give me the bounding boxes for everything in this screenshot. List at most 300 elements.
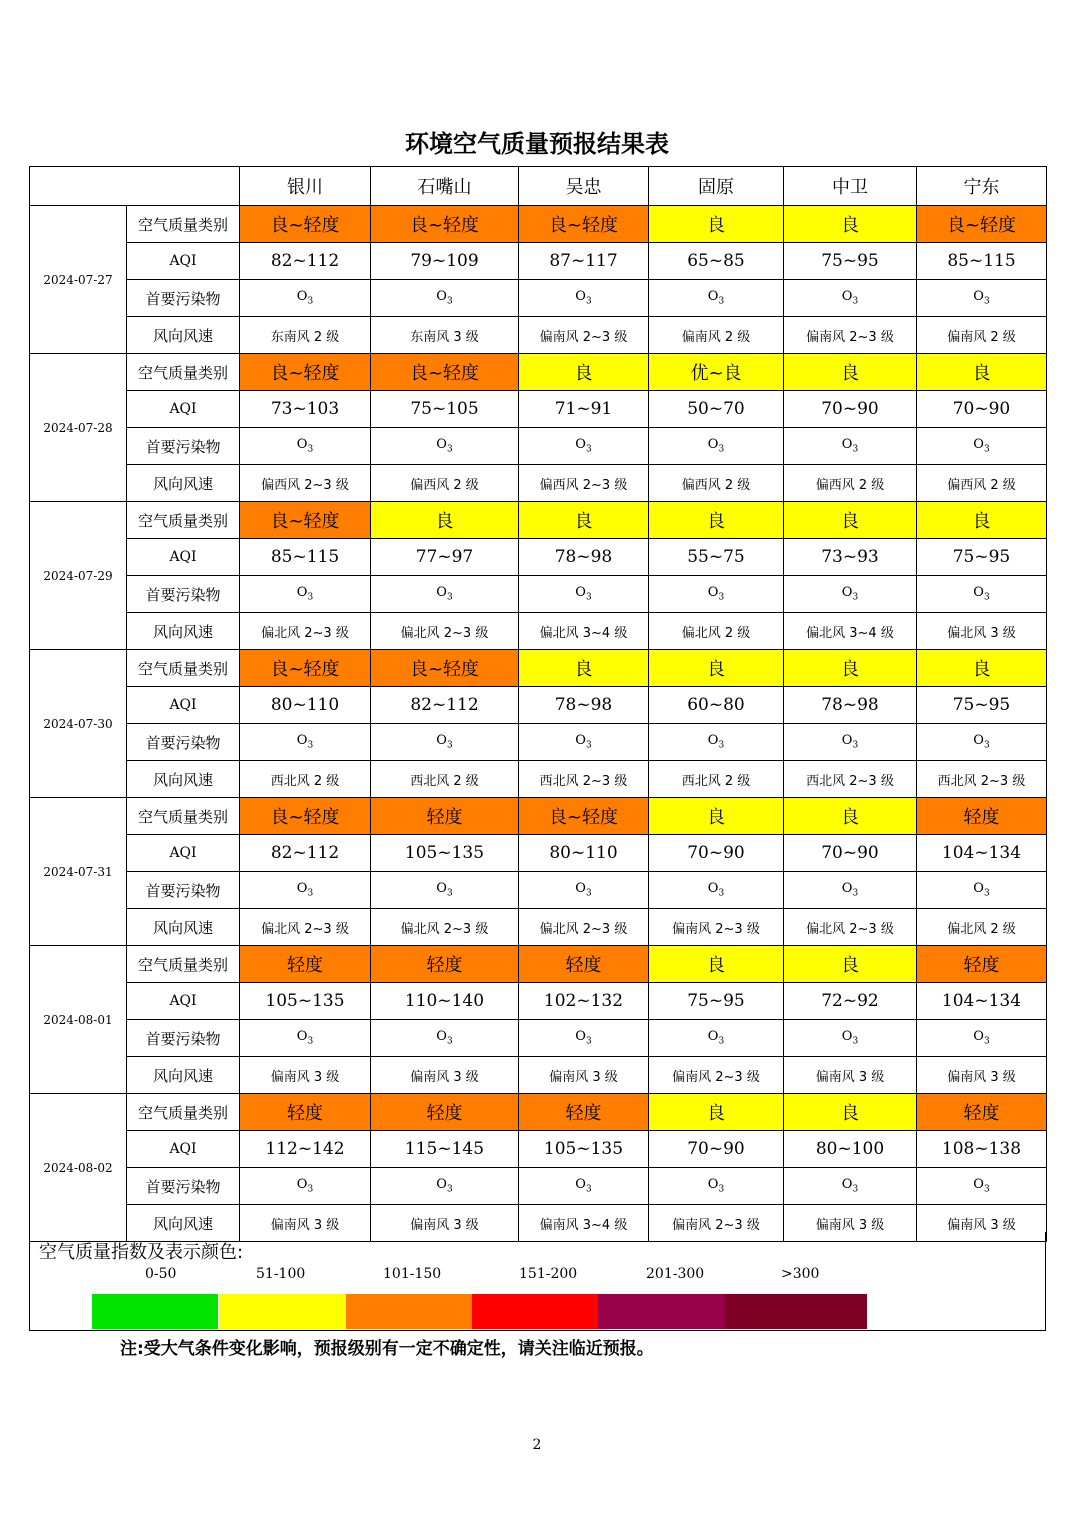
forecast-date: 2024-07-29 <box>30 502 127 650</box>
legend-swatch <box>598 1294 725 1329</box>
pollutant-symbol: O <box>575 1029 586 1045</box>
aqi-range: 73~103 <box>240 391 371 428</box>
row-label-category: 空气质量类别 <box>127 650 240 687</box>
row-label-aqi: AQI <box>127 391 240 428</box>
table-row-aqi <box>30 243 1047 280</box>
primary-pollutant <box>371 1168 519 1205</box>
row-label-wind: 风向风速 <box>127 465 240 502</box>
row-label-pollutant: 首要污染物 <box>127 724 240 761</box>
aqi-range: 80~100 <box>784 1131 917 1168</box>
air-quality-category: 轻度 <box>917 1094 1047 1131</box>
aqi-range: 87~117 <box>519 243 649 280</box>
aqi-range: 70~90 <box>917 391 1047 428</box>
city-header-row <box>30 167 1047 206</box>
wind-direction-speed: 偏南风 3 级 <box>519 1057 649 1094</box>
pollutant-symbol: O <box>841 733 853 749</box>
legend-range: 51-100 <box>256 1266 306 1282</box>
pollutant-subscript: 3 <box>446 740 453 751</box>
primary-pollutant <box>240 1020 371 1057</box>
primary-pollutant <box>519 724 649 761</box>
aqi-range: 78~98 <box>519 539 649 576</box>
aqi-range: 79~109 <box>371 243 519 280</box>
wind-direction-speed: 偏北风 2~3 级 <box>371 613 519 650</box>
pollutant-subscript: 3 <box>718 592 725 603</box>
air-quality-category: 良 <box>784 798 917 835</box>
pollutant-symbol: O <box>296 289 308 305</box>
legend-range: >300 <box>781 1266 820 1282</box>
table-row-wind <box>30 909 1047 946</box>
pollutant-subscript: 3 <box>852 296 859 307</box>
pollutant-subscript: 3 <box>718 1036 725 1047</box>
row-label-category: 空气质量类别 <box>127 354 240 391</box>
row-label-wind: 风向风速 <box>127 761 240 798</box>
table-row-pollutant <box>30 1020 1047 1057</box>
row-label-pollutant: 首要污染物 <box>127 428 240 465</box>
aqi-range: 80~110 <box>519 835 649 872</box>
pollutant-symbol: O <box>841 881 853 897</box>
pollutant-subscript: 3 <box>585 296 592 307</box>
air-quality-category: 良~轻度 <box>240 354 371 391</box>
primary-pollutant <box>519 428 649 465</box>
pollutant-subscript: 3 <box>585 592 592 603</box>
pollutant-symbol: O <box>973 585 984 601</box>
row-label-category: 空气质量类别 <box>127 1094 240 1131</box>
pollutant-subscript: 3 <box>307 1036 314 1047</box>
aqi-range: 73~93 <box>784 539 917 576</box>
legend-range: 151-200 <box>519 1266 578 1282</box>
pollutant-symbol: O <box>575 437 586 453</box>
air-quality-category: 良 <box>784 650 917 687</box>
primary-pollutant <box>784 1020 917 1057</box>
pollutant-symbol: O <box>841 585 853 601</box>
air-quality-category: 轻度 <box>519 1094 649 1131</box>
table-row-pollutant <box>30 1168 1047 1205</box>
city-header: 宁东 <box>917 167 1047 206</box>
primary-pollutant <box>649 428 784 465</box>
pollutant-symbol: O <box>707 289 719 305</box>
pollutant-symbol: O <box>707 733 719 749</box>
city-header: 石嘴山 <box>371 167 519 206</box>
aqi-range: 60~80 <box>649 687 784 724</box>
primary-pollutant <box>240 1168 371 1205</box>
primary-pollutant <box>649 1020 784 1057</box>
pollutant-subscript: 3 <box>446 444 453 455</box>
table-row-wind <box>30 1057 1047 1094</box>
table-row-pollutant <box>30 280 1047 317</box>
pollutant-subscript: 3 <box>852 1036 859 1047</box>
row-label-wind: 风向风速 <box>127 317 240 354</box>
page-title: 环境空气质量预报结果表 <box>405 130 669 158</box>
pollutant-subscript: 3 <box>446 1036 453 1047</box>
air-quality-category: 良 <box>649 206 784 243</box>
pollutant-subscript: 3 <box>983 1184 990 1195</box>
primary-pollutant <box>784 724 917 761</box>
aqi-range: 104~134 <box>917 835 1047 872</box>
air-quality-category: 良~轻度 <box>240 650 371 687</box>
wind-direction-speed: 偏北风 2~3 级 <box>519 909 649 946</box>
pollutant-subscript: 3 <box>718 888 725 899</box>
pollutant-subscript: 3 <box>852 444 859 455</box>
pollutant-subscript: 3 <box>585 1184 592 1195</box>
row-label-category: 空气质量类别 <box>127 502 240 539</box>
air-quality-category: 轻度 <box>240 1094 371 1131</box>
primary-pollutant <box>784 428 917 465</box>
aqi-range: 50~70 <box>649 391 784 428</box>
wind-direction-speed: 偏南风 3 级 <box>917 1057 1047 1094</box>
primary-pollutant <box>649 724 784 761</box>
table-row-category <box>30 798 1047 835</box>
aqi-range: 115~145 <box>371 1131 519 1168</box>
forecast-note: 注:受大气条件变化影响，预报级别有一定不确定性，请关注临近预报。 <box>120 1339 654 1359</box>
aqi-range: 65~85 <box>649 243 784 280</box>
forecast-table <box>29 166 1047 1242</box>
air-quality-category: 良~轻度 <box>519 206 649 243</box>
legend-swatch <box>346 1294 472 1329</box>
pollutant-subscript: 3 <box>718 740 725 751</box>
row-label-category: 空气质量类别 <box>127 206 240 243</box>
primary-pollutant <box>917 280 1047 317</box>
city-header: 固原 <box>649 167 784 206</box>
wind-direction-speed: 偏西风 2 级 <box>784 465 917 502</box>
pollutant-subscript: 3 <box>446 888 453 899</box>
air-quality-category: 轻度 <box>519 946 649 983</box>
wind-direction-speed: 偏西风 2~3 级 <box>240 465 371 502</box>
air-quality-category: 良~轻度 <box>371 650 519 687</box>
legend-title: 空气质量指数及表示颜色: <box>39 1242 244 1263</box>
aqi-range: 105~135 <box>240 983 371 1020</box>
pollutant-symbol: O <box>436 585 447 601</box>
primary-pollutant <box>917 576 1047 613</box>
aqi-range: 105~135 <box>519 1131 649 1168</box>
forecast-date: 2024-07-28 <box>30 354 127 502</box>
pollutant-symbol: O <box>973 1029 984 1045</box>
pollutant-subscript: 3 <box>983 740 990 751</box>
pollutant-symbol: O <box>973 733 984 749</box>
air-quality-category: 良 <box>917 502 1047 539</box>
primary-pollutant <box>519 1020 649 1057</box>
air-quality-category: 良~轻度 <box>240 798 371 835</box>
wind-direction-speed: 偏南风 2~3 级 <box>649 909 784 946</box>
air-quality-category: 良 <box>649 798 784 835</box>
pollutant-symbol: O <box>841 1177 853 1193</box>
wind-direction-speed: 偏南风 2 级 <box>917 317 1047 354</box>
row-label-category: 空气质量类别 <box>127 946 240 983</box>
pollutant-symbol: O <box>296 437 308 453</box>
wind-direction-speed: 偏南风 3 级 <box>917 1205 1047 1242</box>
pollutant-symbol: O <box>575 881 586 897</box>
primary-pollutant <box>240 872 371 909</box>
aqi-range: 110~140 <box>371 983 519 1020</box>
forecast-date: 2024-07-27 <box>30 206 127 354</box>
pollutant-symbol: O <box>296 1177 308 1193</box>
wind-direction-speed: 西北风 2 级 <box>240 761 371 798</box>
aqi-range: 108~138 <box>917 1131 1047 1168</box>
pollutant-symbol: O <box>973 1177 984 1193</box>
pollutant-subscript: 3 <box>307 888 314 899</box>
aqi-range: 75~95 <box>917 539 1047 576</box>
wind-direction-speed: 东南风 2 级 <box>240 317 371 354</box>
pollutant-symbol: O <box>296 585 308 601</box>
aqi-range: 75~95 <box>649 983 784 1020</box>
aqi-range: 104~134 <box>917 983 1047 1020</box>
aqi-range: 70~90 <box>649 835 784 872</box>
pollutant-subscript: 3 <box>307 296 314 307</box>
table-row-category <box>30 1094 1047 1131</box>
air-quality-category: 良 <box>649 650 784 687</box>
row-label-wind: 风向风速 <box>127 1205 240 1242</box>
pollutant-symbol: O <box>973 437 984 453</box>
aqi-range: 70~90 <box>649 1131 784 1168</box>
row-label-wind: 风向风速 <box>127 1057 240 1094</box>
pollutant-symbol: O <box>436 1029 447 1045</box>
wind-direction-speed: 西北风 2~3 级 <box>784 761 917 798</box>
pollutant-symbol: O <box>707 437 719 453</box>
row-label-category: 空气质量类别 <box>127 798 240 835</box>
pollutant-subscript: 3 <box>983 444 990 455</box>
primary-pollutant <box>371 724 519 761</box>
wind-direction-speed: 西北风 2~3 级 <box>917 761 1047 798</box>
aqi-range: 85~115 <box>917 243 1047 280</box>
wind-direction-speed: 偏南风 2~3 级 <box>649 1057 784 1094</box>
pollutant-symbol: O <box>296 733 308 749</box>
pollutant-subscript: 3 <box>718 296 725 307</box>
table-row-pollutant <box>30 724 1047 761</box>
pollutant-symbol: O <box>575 733 586 749</box>
primary-pollutant <box>917 724 1047 761</box>
wind-direction-speed: 偏南风 3~4 级 <box>519 1205 649 1242</box>
row-label-aqi: AQI <box>127 1131 240 1168</box>
wind-direction-speed: 偏南风 3 级 <box>371 1205 519 1242</box>
air-quality-category: 良 <box>784 502 917 539</box>
air-quality-category: 良 <box>519 650 649 687</box>
wind-direction-speed: 偏西风 2 级 <box>371 465 519 502</box>
air-quality-category: 良 <box>519 502 649 539</box>
air-quality-category: 轻度 <box>371 1094 519 1131</box>
air-quality-category: 良 <box>371 502 519 539</box>
forecast-date: 2024-07-30 <box>30 650 127 798</box>
primary-pollutant <box>240 576 371 613</box>
row-label-pollutant: 首要污染物 <box>127 872 240 909</box>
aqi-range: 82~112 <box>240 243 371 280</box>
primary-pollutant <box>519 576 649 613</box>
air-quality-category: 良~轻度 <box>371 354 519 391</box>
air-quality-category: 良 <box>784 946 917 983</box>
pollutant-subscript: 3 <box>446 296 453 307</box>
table-row-aqi <box>30 687 1047 724</box>
legend-swatch <box>92 1294 218 1329</box>
pollutant-subscript: 3 <box>446 592 453 603</box>
air-quality-category: 良~轻度 <box>240 206 371 243</box>
air-quality-category: 良 <box>519 354 649 391</box>
primary-pollutant <box>649 872 784 909</box>
pollutant-subscript: 3 <box>983 296 990 307</box>
forecast-date: 2024-08-01 <box>30 946 127 1094</box>
table-row-category <box>30 946 1047 983</box>
table-row-pollutant <box>30 872 1047 909</box>
pollutant-subscript: 3 <box>852 888 859 899</box>
wind-direction-speed: 偏南风 2~3 级 <box>519 317 649 354</box>
pollutant-symbol: O <box>575 585 586 601</box>
aqi-range: 105~135 <box>371 835 519 872</box>
air-quality-category: 良~轻度 <box>371 206 519 243</box>
primary-pollutant <box>649 280 784 317</box>
pollutant-subscript: 3 <box>307 740 314 751</box>
air-quality-category: 良 <box>649 502 784 539</box>
forecast-date: 2024-08-02 <box>30 1094 127 1242</box>
row-label-pollutant: 首要污染物 <box>127 280 240 317</box>
pollutant-symbol: O <box>436 1177 447 1193</box>
pollutant-subscript: 3 <box>983 888 990 899</box>
aqi-range: 75~95 <box>917 687 1047 724</box>
wind-direction-speed: 偏南风 2 级 <box>649 317 784 354</box>
pollutant-symbol: O <box>296 881 308 897</box>
wind-direction-speed: 偏西风 2~3 级 <box>519 465 649 502</box>
air-quality-category: 良~轻度 <box>519 798 649 835</box>
table-row-category <box>30 206 1047 243</box>
pollutant-subscript: 3 <box>307 1184 314 1195</box>
pollutant-subscript: 3 <box>585 740 592 751</box>
row-label-wind: 风向风速 <box>127 909 240 946</box>
pollutant-symbol: O <box>575 289 586 305</box>
pollutant-symbol: O <box>707 1029 719 1045</box>
row-label-aqi: AQI <box>127 687 240 724</box>
pollutant-symbol: O <box>841 289 853 305</box>
aqi-range: 112~142 <box>240 1131 371 1168</box>
table-row-wind <box>30 613 1047 650</box>
pollutant-symbol: O <box>973 881 984 897</box>
wind-direction-speed: 偏北风 2~3 级 <box>371 909 519 946</box>
primary-pollutant <box>371 428 519 465</box>
row-label-pollutant: 首要污染物 <box>127 1020 240 1057</box>
primary-pollutant <box>784 576 917 613</box>
wind-direction-speed: 偏南风 3 级 <box>784 1205 917 1242</box>
air-quality-category: 轻度 <box>371 946 519 983</box>
aqi-range: 77~97 <box>371 539 519 576</box>
primary-pollutant <box>784 280 917 317</box>
pollutant-subscript: 3 <box>307 592 314 603</box>
page-number: 2 <box>532 1437 542 1453</box>
wind-direction-speed: 东南风 3 级 <box>371 317 519 354</box>
wind-direction-speed: 偏北风 3~4 级 <box>519 613 649 650</box>
pollutant-symbol: O <box>436 881 447 897</box>
table-row-aqi <box>30 391 1047 428</box>
aqi-range: 82~112 <box>240 835 371 872</box>
wind-direction-speed: 偏南风 3 级 <box>371 1057 519 1094</box>
table-row-aqi <box>30 983 1047 1020</box>
primary-pollutant <box>917 872 1047 909</box>
legend-range: 0-50 <box>145 1266 177 1282</box>
wind-direction-speed: 偏北风 3 级 <box>917 613 1047 650</box>
pollutant-symbol: O <box>575 1177 586 1193</box>
aqi-range: 70~90 <box>784 391 917 428</box>
air-quality-category: 良 <box>784 206 917 243</box>
air-quality-category: 优~良 <box>649 354 784 391</box>
air-quality-category: 良 <box>649 1094 784 1131</box>
table-row-category <box>30 502 1047 539</box>
aqi-range: 71~91 <box>519 391 649 428</box>
primary-pollutant <box>240 724 371 761</box>
air-quality-category: 轻度 <box>240 946 371 983</box>
table-row-aqi <box>30 1131 1047 1168</box>
wind-direction-speed: 偏北风 2~3 级 <box>240 613 371 650</box>
air-quality-category: 良 <box>784 1094 917 1131</box>
table-row-aqi <box>30 539 1047 576</box>
wind-direction-speed: 偏北风 2~3 级 <box>784 909 917 946</box>
pollutant-subscript: 3 <box>446 1184 453 1195</box>
legend-swatch <box>472 1294 598 1329</box>
table-row-wind <box>30 761 1047 798</box>
primary-pollutant <box>519 1168 649 1205</box>
legend-swatch <box>725 1294 867 1329</box>
pollutant-subscript: 3 <box>983 592 990 603</box>
air-quality-category: 良 <box>917 650 1047 687</box>
aqi-color-legend <box>29 1232 1046 1331</box>
pollutant-symbol: O <box>707 1177 719 1193</box>
pollutant-subscript: 3 <box>852 740 859 751</box>
air-quality-category: 轻度 <box>917 946 1047 983</box>
wind-direction-speed: 偏南风 2~3 级 <box>649 1205 784 1242</box>
wind-direction-speed: 西北风 2~3 级 <box>519 761 649 798</box>
forecast-date: 2024-07-31 <box>30 798 127 946</box>
row-label-wind: 风向风速 <box>127 613 240 650</box>
wind-direction-speed: 偏西风 2 级 <box>917 465 1047 502</box>
primary-pollutant <box>519 280 649 317</box>
wind-direction-speed: 西北风 2 级 <box>371 761 519 798</box>
pollutant-subscript: 3 <box>852 1184 859 1195</box>
pollutant-symbol: O <box>841 1029 853 1045</box>
aqi-range: 78~98 <box>784 687 917 724</box>
primary-pollutant <box>240 280 371 317</box>
aqi-range: 72~92 <box>784 983 917 1020</box>
table-row-wind <box>30 465 1047 502</box>
row-label-pollutant: 首要污染物 <box>127 1168 240 1205</box>
table-row-pollutant <box>30 576 1047 613</box>
aqi-range: 82~112 <box>371 687 519 724</box>
table-row-wind <box>30 317 1047 354</box>
row-label-aqi: AQI <box>127 243 240 280</box>
pollutant-subscript: 3 <box>307 444 314 455</box>
primary-pollutant <box>649 576 784 613</box>
table-row-category <box>30 650 1047 687</box>
pollutant-symbol: O <box>436 289 447 305</box>
pollutant-symbol: O <box>707 585 719 601</box>
legend-range: 101-150 <box>383 1266 442 1282</box>
primary-pollutant <box>371 280 519 317</box>
pollutant-subscript: 3 <box>585 444 592 455</box>
air-quality-category: 良 <box>917 354 1047 391</box>
primary-pollutant <box>240 428 371 465</box>
pollutant-subscript: 3 <box>983 1036 990 1047</box>
air-quality-category: 良 <box>784 354 917 391</box>
table-row-pollutant <box>30 428 1047 465</box>
primary-pollutant <box>371 576 519 613</box>
wind-direction-speed: 偏北风 2~3 级 <box>240 909 371 946</box>
pollutant-subscript: 3 <box>585 888 592 899</box>
air-quality-category: 良~轻度 <box>240 502 371 539</box>
aqi-range: 70~90 <box>784 835 917 872</box>
table-row-aqi <box>30 835 1047 872</box>
wind-direction-speed: 偏南风 2~3 级 <box>784 317 917 354</box>
row-label-aqi: AQI <box>127 835 240 872</box>
pollutant-symbol: O <box>436 733 447 749</box>
pollutant-symbol: O <box>841 437 853 453</box>
city-header: 中卫 <box>784 167 917 206</box>
primary-pollutant <box>519 872 649 909</box>
air-quality-category: 轻度 <box>917 798 1047 835</box>
table-row-category <box>30 354 1047 391</box>
pollutant-subscript: 3 <box>585 1036 592 1047</box>
aqi-range: 102~132 <box>519 983 649 1020</box>
